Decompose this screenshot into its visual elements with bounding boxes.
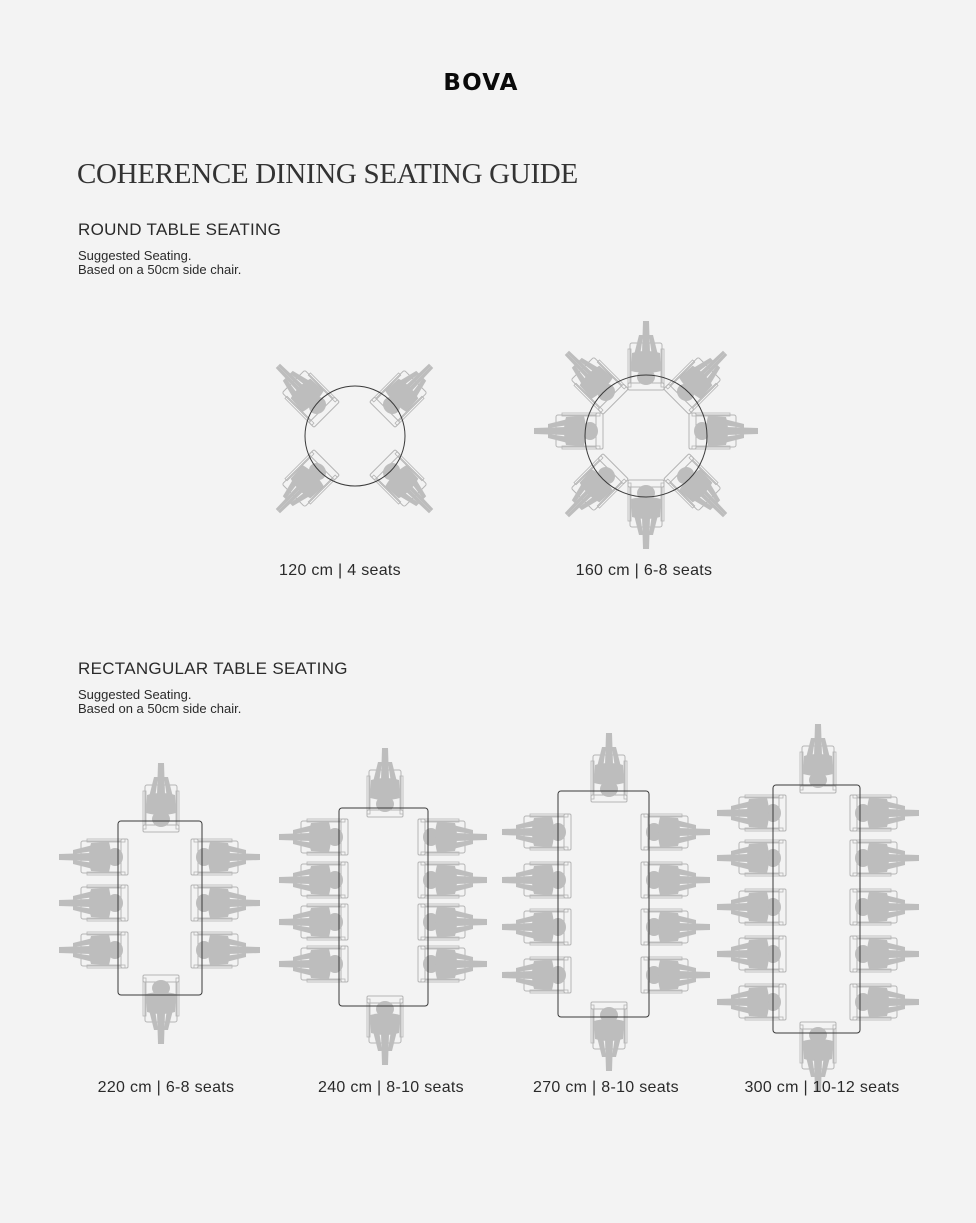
chair-seat [628,321,664,390]
round-table-160 [534,321,758,549]
chair-seat [641,909,710,945]
chair-seat [664,340,738,414]
chair-seat [265,353,339,427]
chair-seat [641,862,710,898]
chair-seat [717,936,786,972]
rect-table-caption: 240 cm | 8-10 seats [318,1079,464,1096]
chair-seat [554,340,628,414]
page-title: COHERENCE DINING SEATING GUIDE [77,158,578,190]
chair-seat [279,904,348,940]
chair-seat [191,932,260,968]
chair-seat [800,724,836,793]
round-section-title: ROUND TABLE SEATING [78,220,282,239]
chair-seat [370,450,444,524]
chair-seat [591,1002,627,1071]
chair-seat [502,862,571,898]
round-note-line2: Based on a 50cm side chair. [78,262,242,277]
table-top [558,791,649,1017]
chair-seat [664,454,738,528]
chair-seat [717,889,786,925]
chair-seat [502,909,571,945]
chair-seat [641,814,710,850]
chair-seat [641,957,710,993]
brand-logo: BOVA [443,70,519,96]
rect-note-line1: Suggested Seating. [78,687,192,702]
chair-seat [143,763,179,832]
rect-section-title: RECTANGULAR TABLE SEATING [78,659,348,678]
rect-note-line2: Based on a 50cm side chair. [78,701,242,716]
chair-seat [367,748,403,817]
chair-seat [143,975,179,1044]
chair-seat [502,814,571,850]
rect-table-caption: 220 cm | 6-8 seats [97,1079,235,1096]
chair-seat [279,862,348,898]
rect-table-300 [717,724,919,1091]
chair-seat [279,819,348,855]
round-table-120 [265,353,444,524]
rect-table-270 [502,733,710,1071]
chair-seat [717,840,786,876]
rect-table-240 [279,748,487,1065]
round-table-caption: 160 cm | 6-8 seats [575,562,713,579]
table-top [339,808,428,1006]
chair-seat [717,795,786,831]
chair-seat [554,454,628,528]
round-note-line1: Suggested Seating. [78,248,192,263]
chair-seat [591,733,627,802]
chair-seat [370,353,444,427]
chair-seat [191,839,260,875]
chair-seat [191,885,260,921]
chair-seat [628,480,664,549]
rect-table-220 [59,763,260,1044]
chair-seat [534,413,603,449]
chair-seat [502,957,571,993]
round-table-caption: 120 cm | 4 seats [279,562,401,579]
rect-table-caption: 270 cm | 8-10 seats [533,1079,679,1096]
chair-seat [689,413,758,449]
table-top [118,821,202,995]
chair-seat [717,984,786,1020]
chair-seat [279,946,348,982]
chair-seat [265,450,339,524]
rect-table-caption: 300 cm | 10-12 seats [744,1079,900,1096]
